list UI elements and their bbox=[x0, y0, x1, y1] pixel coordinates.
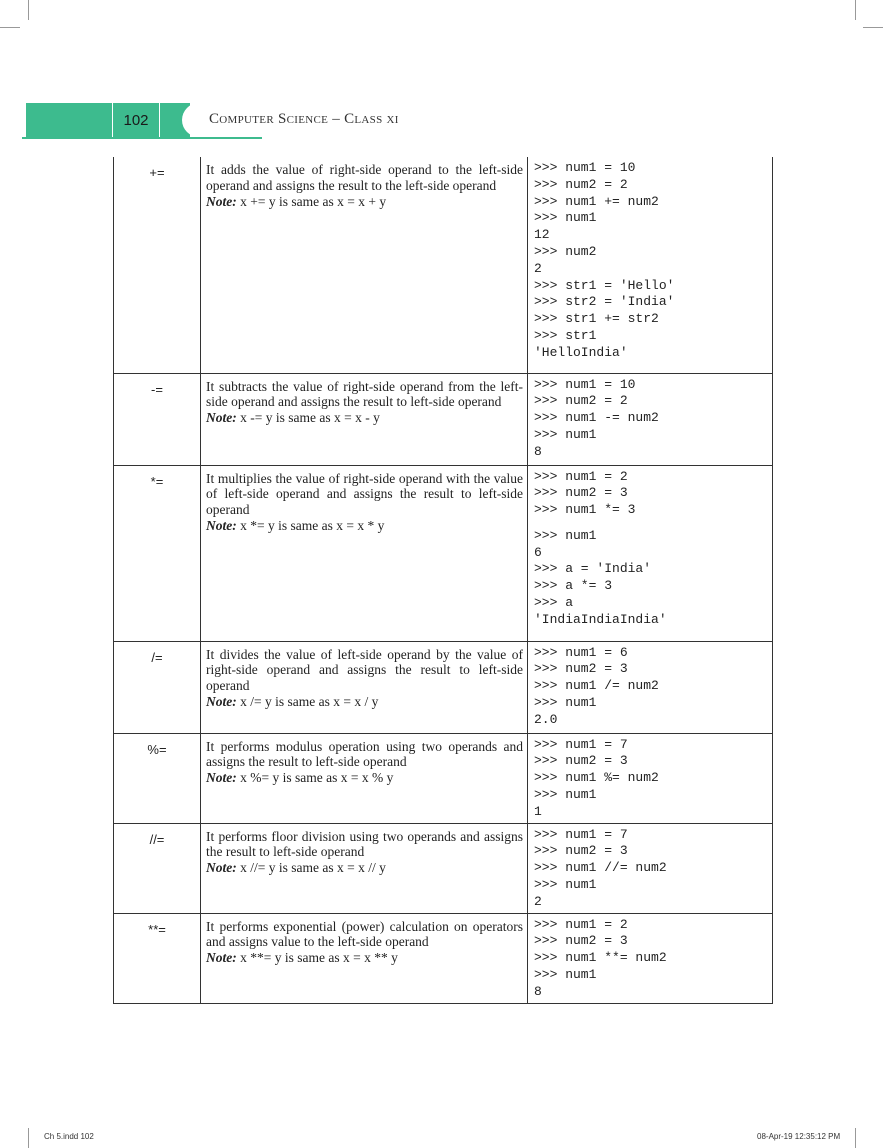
code-line: >>> str1 = 'Hello' bbox=[534, 277, 675, 293]
operator-cell: %= bbox=[114, 733, 201, 823]
operator-cell: /= bbox=[114, 641, 201, 733]
table-row bbox=[114, 823, 773, 913]
operator-cell: //= bbox=[114, 823, 201, 913]
code-line: >>> num1 = 2 bbox=[534, 468, 628, 484]
note-label: Note: bbox=[206, 517, 237, 533]
note-text: x %= y is same as x = x % y bbox=[236, 770, 394, 786]
footer-timestamp: 08-Apr-19 12:35:12 PM bbox=[757, 1132, 841, 1141]
note-text: x += y is same as x = x + y bbox=[236, 193, 387, 209]
operator-cell: **= bbox=[114, 913, 201, 1003]
code-line: >>> num1 bbox=[534, 527, 597, 543]
crop-mark bbox=[28, 0, 29, 20]
code-line: 'HelloIndia' bbox=[534, 344, 628, 360]
description-cell bbox=[201, 465, 528, 641]
crop-mark bbox=[863, 27, 883, 28]
note-text: x //= y is same as x = x // y bbox=[236, 860, 386, 876]
code-line: 12 bbox=[534, 227, 550, 243]
code-line: >>> num1 *= 3 bbox=[534, 502, 636, 518]
crop-mark bbox=[855, 0, 856, 20]
note-label: Note: bbox=[206, 860, 237, 876]
description-text: It performs floor division using two operands and assigns the result to left-side operand bbox=[206, 828, 523, 860]
header-band bbox=[26, 103, 112, 137]
code-line: >>> num1 //= num2 bbox=[534, 860, 667, 876]
code-line: >>> num2 = 3 bbox=[534, 933, 628, 949]
code-line: >>> num1 -= num2 bbox=[534, 410, 659, 426]
table-row bbox=[114, 157, 773, 373]
code-line: >>> num1 bbox=[534, 426, 597, 442]
code-line: 2 bbox=[534, 260, 542, 276]
code-line: >>> num2 = 3 bbox=[534, 485, 628, 501]
code-line: >>> num1 = 6 bbox=[534, 644, 628, 660]
description-cell bbox=[201, 641, 528, 733]
code-line: >>> num2 = 2 bbox=[534, 393, 628, 409]
code-line: >>> num2 = 3 bbox=[534, 843, 628, 859]
example-code-cell bbox=[528, 157, 773, 373]
code-spacer bbox=[534, 519, 768, 528]
description-cell bbox=[201, 733, 528, 823]
code-line: >>> num1 = 2 bbox=[534, 916, 628, 932]
description-cell bbox=[201, 823, 528, 913]
note-text: x *= y is same as x = x * y bbox=[236, 517, 385, 533]
description-text: It multiplies the value of right-side operand with the value of left-side operand and assigns the result to left-side operand bbox=[206, 470, 523, 518]
operator-cell: += bbox=[114, 157, 201, 373]
description-cell bbox=[201, 157, 528, 373]
example-code-cell bbox=[528, 913, 773, 1003]
footer-file-info: Ch 5.indd 102 bbox=[44, 1132, 94, 1141]
table-row bbox=[114, 913, 773, 1003]
description-cell bbox=[201, 373, 528, 465]
crop-mark bbox=[855, 1128, 856, 1148]
code-line: >>> num1 = 10 bbox=[534, 160, 636, 175]
note-label: Note: bbox=[206, 193, 237, 209]
code-line: >>> str2 = 'India' bbox=[534, 294, 675, 310]
operator-cell: -= bbox=[114, 373, 201, 465]
header-divider bbox=[112, 103, 113, 137]
example-code-cell bbox=[528, 641, 773, 733]
code-line: 'IndiaIndiaIndia' bbox=[534, 611, 667, 627]
code-line: >>> num1 bbox=[534, 694, 597, 710]
page-number: 102 bbox=[113, 103, 159, 137]
example-code-cell bbox=[528, 373, 773, 465]
code-line: >>> num1 = 7 bbox=[534, 826, 628, 842]
code-line: >>> num1 %= num2 bbox=[534, 770, 659, 786]
note-text: x /= y is same as x = x / y bbox=[236, 693, 379, 709]
code-line: >>> a bbox=[534, 595, 574, 611]
description-cell bbox=[201, 913, 528, 1003]
code-line: >>> num1 **= num2 bbox=[534, 950, 667, 966]
header-rule bbox=[22, 137, 262, 139]
example-code-cell bbox=[528, 733, 773, 823]
description-text: It performs exponential (power) calculation on operators and assigns value to the left-side operand bbox=[206, 918, 523, 950]
code-line: >>> a *= 3 bbox=[534, 578, 613, 594]
code-line: >>> num1 bbox=[534, 876, 597, 892]
table-row bbox=[114, 733, 773, 823]
example-code-cell bbox=[528, 465, 773, 641]
code-line: >>> num1 = 7 bbox=[534, 736, 628, 752]
code-line: 8 bbox=[534, 443, 542, 459]
code-line: >>> num2 = 3 bbox=[534, 753, 628, 769]
code-line: >>> num1 bbox=[534, 786, 597, 802]
operator-cell: *= bbox=[114, 465, 201, 641]
code-line: >>> num1 += num2 bbox=[534, 193, 659, 209]
code-line: >>> num2 bbox=[534, 243, 597, 259]
running-title: Computer Science – Class xi bbox=[209, 111, 399, 127]
note-label: Note: bbox=[206, 770, 237, 786]
code-line: 8 bbox=[534, 983, 542, 999]
table-row bbox=[114, 641, 773, 733]
code-line: 2.0 bbox=[534, 711, 558, 727]
crop-mark bbox=[0, 27, 20, 28]
code-line: 2 bbox=[534, 893, 542, 909]
note-label: Note: bbox=[206, 950, 237, 966]
code-line: >>> str1 += str2 bbox=[534, 311, 659, 327]
note-label: Note: bbox=[206, 693, 237, 709]
code-line: >>> num2 = 3 bbox=[534, 661, 628, 677]
code-line: >>> num1 /= num2 bbox=[534, 678, 659, 694]
note-text: x **= y is same as x = x ** y bbox=[236, 950, 398, 966]
description-text: It performs modulus operation using two operands and assigns the result to left-side operand bbox=[206, 738, 523, 770]
operator-table bbox=[113, 157, 773, 1004]
crop-mark bbox=[28, 1128, 29, 1148]
note-label: Note: bbox=[206, 410, 237, 426]
code-line: 1 bbox=[534, 803, 542, 819]
description-text: It divides the value of left-side operand by the value of right-side operand and assigns the result to left-side operand bbox=[206, 646, 523, 694]
description-text: It subtracts the value of right-side operand from the left-side operand and assigns the result to left-side operand bbox=[206, 378, 523, 410]
code-line: >>> num1 bbox=[534, 966, 597, 982]
code-line: 6 bbox=[534, 544, 542, 560]
table-row bbox=[114, 465, 773, 641]
code-line: >>> a = 'India' bbox=[534, 561, 652, 577]
code-line: >>> num1 = 10 bbox=[534, 376, 636, 392]
code-line: >>> str1 bbox=[534, 327, 597, 343]
description-text: It adds the value of right-side operand to the left-side operand and assigns the result to the left-side operand bbox=[206, 162, 523, 193]
code-line: >>> num2 = 2 bbox=[534, 176, 628, 192]
note-text: x -= y is same as x = x - y bbox=[236, 410, 380, 426]
example-code-cell bbox=[528, 823, 773, 913]
code-line: >>> num1 bbox=[534, 210, 597, 226]
table-row bbox=[114, 373, 773, 465]
